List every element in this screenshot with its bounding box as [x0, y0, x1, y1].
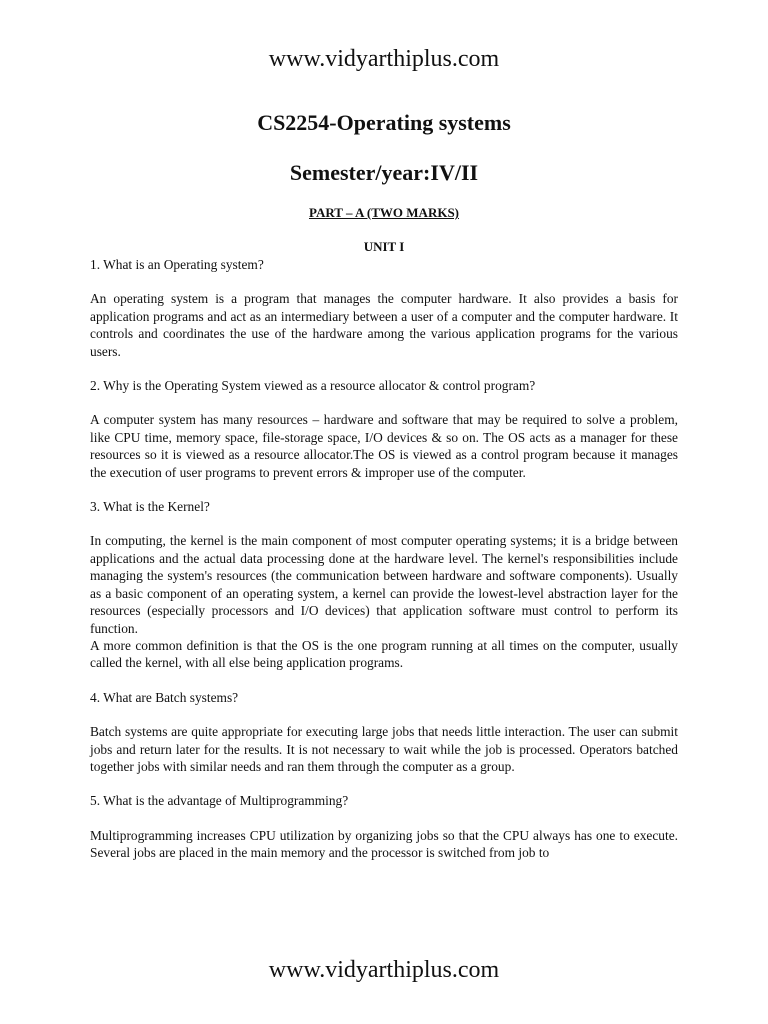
question-5: 5. What is the advantage of Multiprogramming?	[90, 793, 349, 809]
question-2: 2. Why is the Operating System viewed as a resource allocator & control program?	[90, 378, 536, 394]
answer-4: Batch systems are quite appropriate for executing large jobs that needs little interaction. The user can submit jobs and return later for the results. It is not necessary to wait while the job is processed. Operators batched together jobs with similar needs and ran them through the computer as a group.	[90, 724, 678, 774]
answer-2: A computer system has many resources – hardware and software that may be required to solve a problem, like CPU time, memory space, file-storage space, I/O devices & so on. The OS acts as a manager for these resources so it is viewed as a resource allocator.The OS is viewed as a control program because it manages the execution of user programs to prevent errors & improper use of the computer.	[90, 412, 678, 480]
part-heading: PART – A (TWO MARKS)	[308, 205, 459, 220]
qa-content	[90, 256, 678, 879]
answer-3-part-1: In computing, the kernel is the main component of most computer operating systems; it is a bridge between applications and the actual data processing done at the hardware level. The kernel's responsibilities include managing the system's resources (the communication between hardware and software components). Usually as a basic component of an operating system, a kernel can provide the lowest-level abstraction layer for the resources (especially processors and I/O devices) that application software must control to perform its function.	[90, 533, 678, 636]
course-title: CS2254-Operating systems	[257, 110, 511, 135]
answer-1: An operating system is a program that manages the computer hardware. It also provides a basis for application programs and act as an intermediary between a user of a computer and the computer hardware. It controls and coordinates the use of the hardware among the various application programs for the various users.	[90, 291, 678, 359]
question-3: 3. What is the Kernel?	[90, 499, 210, 515]
question-1: 1. What is an Operating system?	[90, 257, 264, 272]
site-footer-url: www.vidyarthiplus.com	[268, 957, 500, 983]
answer-5: Multiprogramming increases CPU utilization by organizing jobs so that the CPU always has one to execute. Several jobs are placed in the main memory and the processor is switched from job to	[90, 827, 678, 861]
answer-3-part-2: A more common definition is that the OS is the one program running at all times on the computer, usually called the kernel, with all else being application programs.	[90, 637, 678, 671]
question-4: 4. What are Batch systems?	[90, 689, 239, 705]
semester-title: Semester/year:IV/II	[289, 160, 479, 185]
site-header-url: www.vidyarthiplus.com	[268, 46, 500, 72]
unit-heading: UNIT I	[363, 239, 405, 254]
